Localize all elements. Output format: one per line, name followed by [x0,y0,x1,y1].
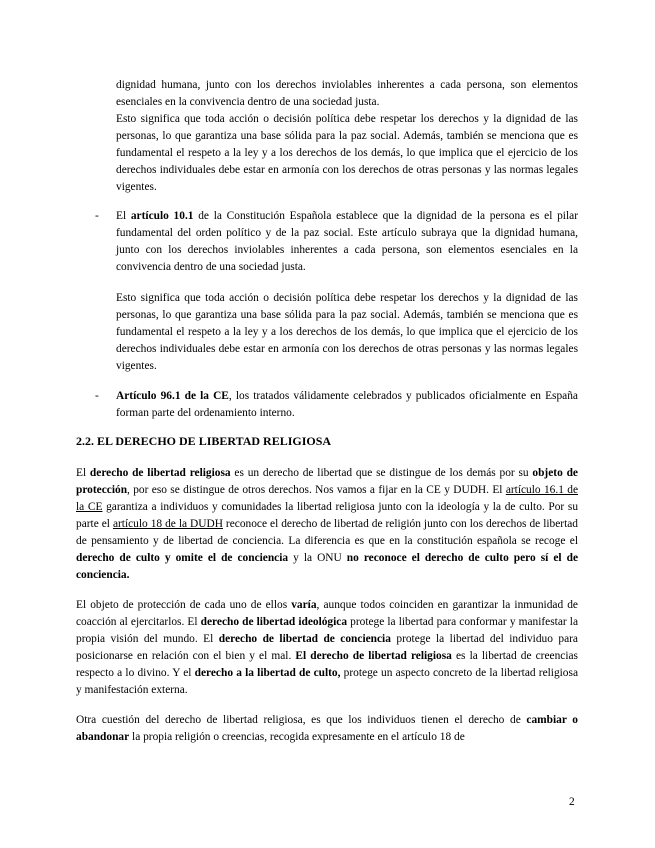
section-heading: 2.2. EL DERECHO DE LIBERTAD RELIGIOSA [76,434,332,448]
underlined-reference: artículo 16.1 de la CE [76,484,578,513]
bullet-dash: - [95,390,99,402]
bold-text: Artículo 96.1 de la CE [116,390,229,402]
body-paragraph-1: El derecho de libertad religiosa es un derecho de libertad que se distingue de los demás por su objeto de protección, por eso se distingue de otros derechos. Nos vamos a fijar en la CE y DUDH. El artículo 16.1 de la CE garantiza a individuos y comunidades la libertad religiosa junto con la ideología y la de culto. Por su parte el artículo 18 de la DUDH reconoce el derecho de libertad de religión junto con los derechos de libertad de pensamiento y de libertad de conciencia. La diferencia es que en la constitución española se recoge el derecho de culto y omite el de conciencia y la ONU no reconoce el derecho de culto pero sí el de conciencia. [76,467,579,581]
bullet-item-article-96-1: Artículo 96.1 de la CE, los tratados válidamente celebrados y publicados oficialmente en España forman parte del ordenamiento interno. [116,390,578,419]
bullet-item-article-10-1: El artículo 10.1 de la Constitución Española establece que la dignidad de la persona es el pilar fundamental del orden político y de la paz social. Este artículo subraya que la dignidad humana, junto con los derechos inviolables inherentes a cada persona, son elementos esenciales en la convivencia dentro de una sociedad justa. [116,210,578,273]
bold-text: artículo 10.1 [130,210,194,222]
page-number: 2 [569,796,575,808]
underlined-reference: artículo 18 de la DUDH [112,518,223,530]
paragraph-continuation [116,77,578,196]
bullet-dash: - [95,210,99,222]
paragraph-text: dignidad humana, junto con los derechos inviolables inherentes a cada persona, son elementos esenciales en la convivencia dentro de una sociedad justa. [116,79,578,108]
bullet-item-paragraph: Esto significa que toda acción o decisión política debe respetar los derechos y la dignidad de las personas, lo que garantiza una base sólida para la paz social. Además, también se menciona que es fundamental el respeto a la ley y a los derechos de los demás, lo que implica que el ejercicio de los derechos individuales debe estar en armonía con los derechos de otras personas y las normas legales vigentes. [116,292,578,372]
paragraph-text: Esto significa que toda acción o decisión política debe respetar los derechos y la dignidad de las personas, lo que garantiza una base sólida para la paz social. Además, también se menciona que es fundamental el respeto a la ley y a los derechos de los demás, lo que implica que el ejercicio de los derechos individuales debe estar en armonía con los derechos de otras personas y las normas legales vigentes. [116,113,578,193]
body-paragraph-3: Otra cuestión del derecho de libertad religiosa, es que los individuos tienen el derecho de cambiar o abandonar la propia religión o creencias, recogida expresamente en el artículo 18 de [76,714,578,743]
body-paragraph-2: El objeto de protección de cada uno de ellos varía, aunque todos coinciden en garantizar la inmunidad de coacción al ejercitarlos. El derecho de libertad ideológica protege la libertad para conformar y manifestar la propia visión del mundo. El derecho de libertad de conciencia protege la libertad del individuo para posicionarse en relación con el bien y el mal. El derecho de libertad religiosa es la libertad de creencias respecto a lo divino. Y el derecho a la libertad de culto, protege un aspecto concreto de la libertad religiosa y manifestación externa. [76,599,578,696]
